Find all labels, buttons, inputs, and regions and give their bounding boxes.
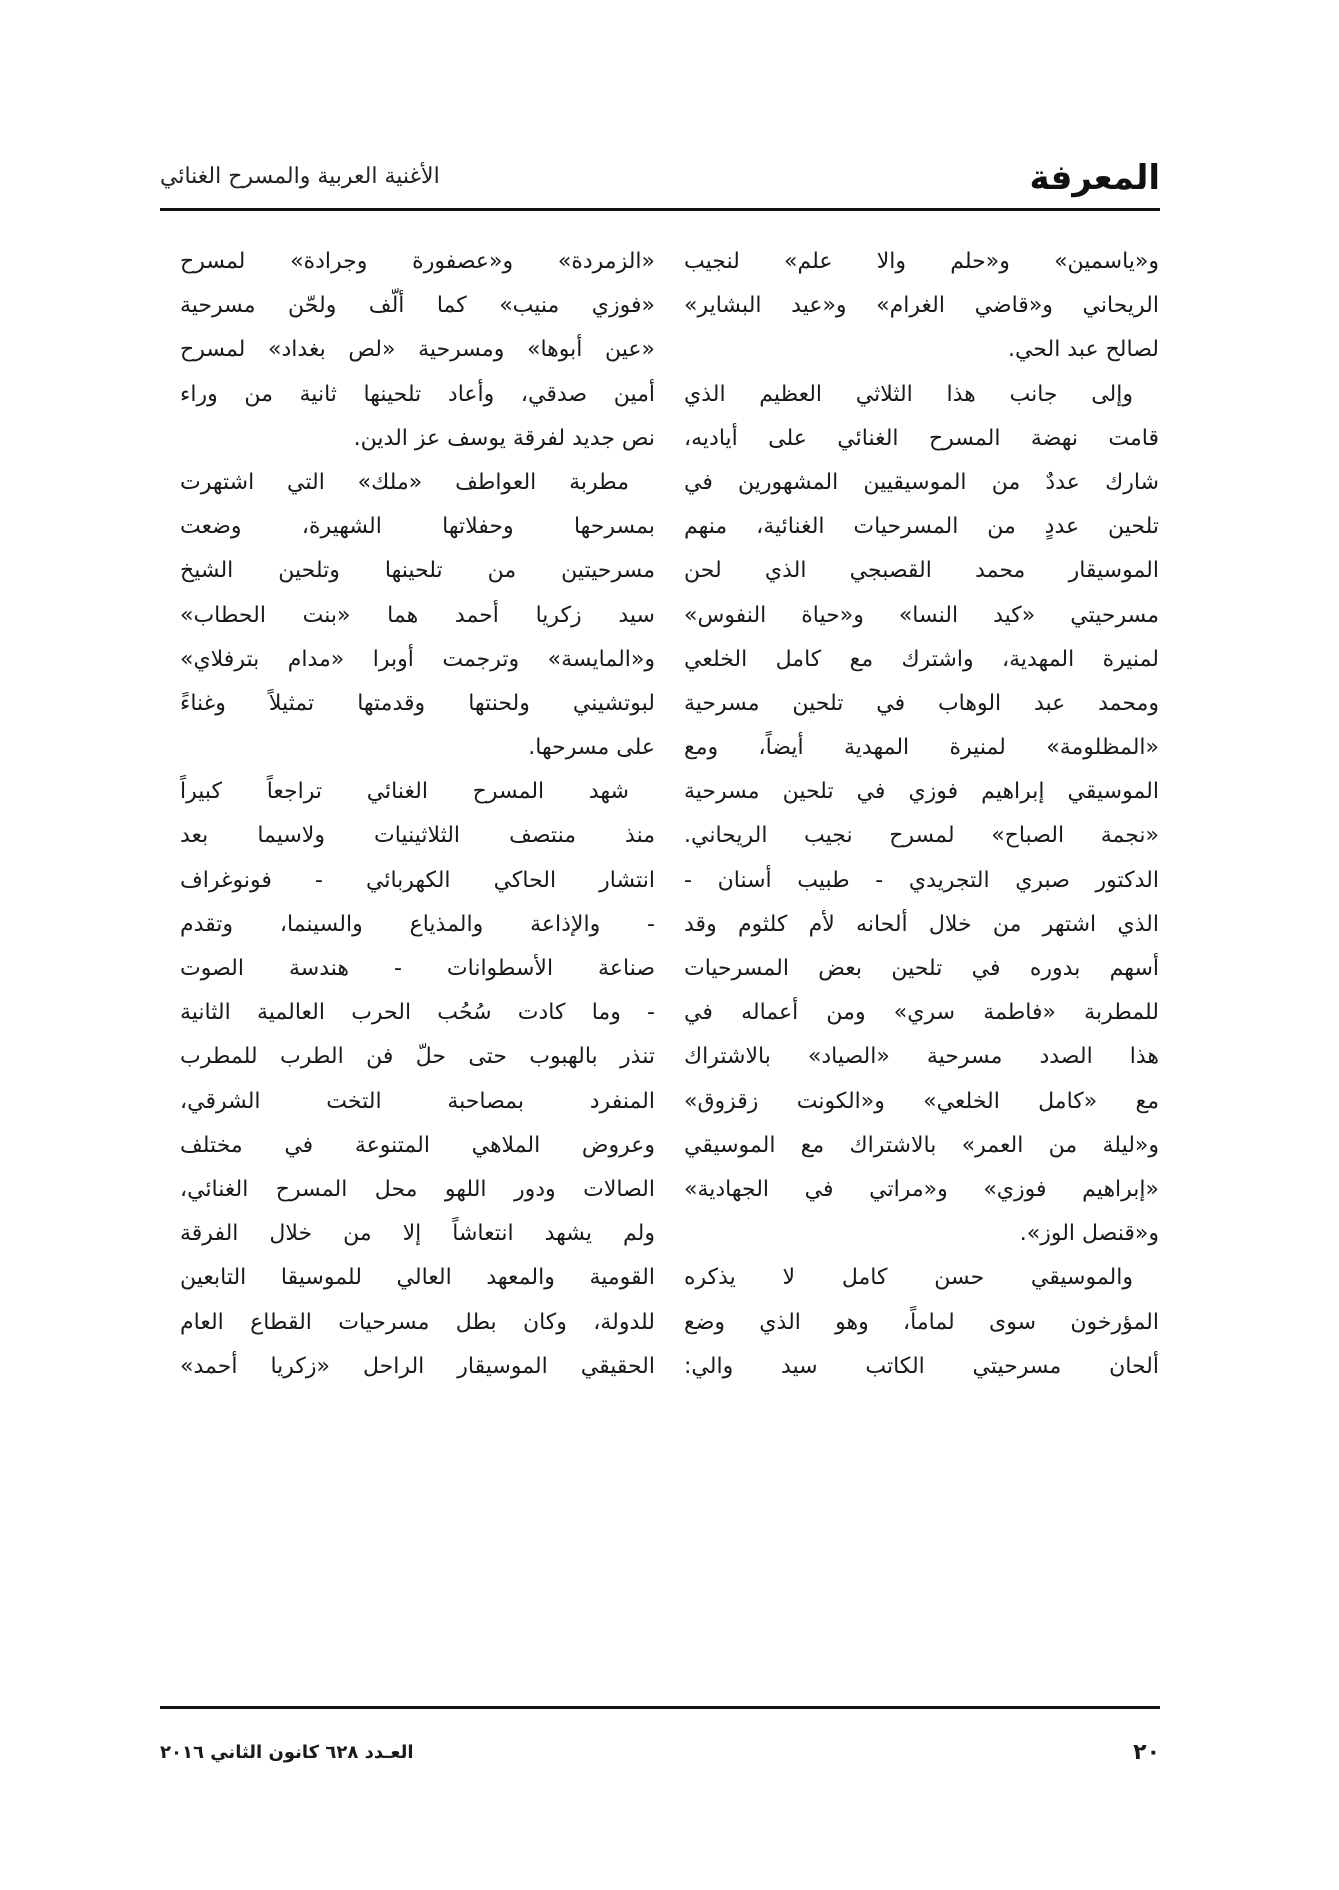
text-line: الصالات ودور اللهو محل المسرح الغنائي، [180, 1176, 655, 1202]
text-line: الدكتور صبري التجريدي - طبيب أسنان - [684, 867, 1159, 893]
text-line: الموسيقي إبراهيم فوزي في تلحين مسرحية [684, 779, 1159, 805]
text-line: بمسرحها وحفلاتها الشهيرة، وضعت [180, 514, 655, 540]
text-line: مسرحيتين من تلحينها وتلحين الشيخ [180, 558, 655, 584]
text-line: سيد زكريا أحمد هما «بنت الحطاب» [180, 602, 655, 628]
text-column-left [180, 240, 655, 1389]
text-line: وعروض الملاهي المتنوعة في مختلف [180, 1132, 655, 1158]
text-column-right [684, 240, 1159, 1389]
running-title: الأغنية العربية والمسرح الغنائي [160, 164, 440, 189]
page-header [160, 150, 1160, 206]
text-line: الحقيقي الموسيقار الراحل «زكريا أحمد» [180, 1353, 655, 1379]
page-number: ٢٠ [1133, 1740, 1160, 1765]
text-line: و«المايسة» وترجمت أوبرا «مدام بترفلاي» [180, 646, 655, 672]
text-line: الموسيقار محمد القصبجي الذي لحن [684, 558, 1159, 584]
text-line: المنفرد بمصاحبة التخت الشرقي، [180, 1088, 655, 1114]
text-line: قامت نهضة المسرح الغنائي على أياديه، [684, 425, 1159, 451]
text-line: الريحاني و«قاضي الغرام» و«عيد البشاير» [684, 293, 1159, 319]
text-line: «المظلومة» لمنيرة المهدية أيضاً، ومع [684, 735, 1159, 761]
text-line: «فوزي منيب» كما ألّف ولحّن مسرحية [180, 293, 655, 319]
text-line: «الزمردة» و«عصفورة وجرادة» لمسرح [180, 249, 655, 274]
magazine-logo: المعرفة [1029, 158, 1160, 198]
text-line: «نجمة الصباح» لمسرح نجيب الريحاني. [684, 823, 1159, 849]
text-line: منذ منتصف الثلاثينيات ولاسيما بعد [180, 823, 655, 849]
text-line: القومية والمعهد العالي للموسيقا التابعين [180, 1265, 655, 1291]
text-line: للمطربة «فاطمة سري» ومن أعماله في [684, 1000, 1159, 1026]
text-line: نص جديد لفرقة يوسف عز الدين. [353, 425, 655, 451]
text-line: مع «كامل الخلعي» و«الكونت زقزوق» [684, 1088, 1159, 1114]
text-line: هذا الصدد مسرحية «الصياد» بالاشتراك [684, 1044, 1159, 1070]
text-line: و«ياسمين» و«حلم والا علم» لنجيب [684, 249, 1159, 274]
text-line: والموسيقي حسن كامل لا يذكره [684, 1265, 1133, 1291]
text-line: شارك عددٌ من الموسيقيين المشهورين في [684, 469, 1159, 495]
text-line: تنذر بالهبوب حتى حلّ فن الطرب للمطرب [180, 1044, 655, 1070]
text-line: لصالح عبد الحي. [1007, 337, 1159, 363]
text-line: على مسرحها. [528, 735, 655, 761]
text-line: أسهم بدوره في تلحين بعض المسرحيات [684, 956, 1159, 981]
text-line: لمنيرة المهدية، واشترك مع كامل الخلعي [684, 646, 1159, 672]
text-line: أمين صدقي، وأعاد تلحينها ثانية من وراء [180, 381, 655, 407]
page-footer [160, 1740, 1160, 1770]
text-line: انتشار الحاكي الكهربائي - فونوغراف [180, 867, 655, 893]
text-line: شهد المسرح الغنائي تراجعاً كبيراً [180, 779, 629, 805]
text-line: لبوتشيني ولحنتها وقدمتها تمثيلاً وغناءً [180, 690, 655, 716]
text-line: وإلى جانب هذا الثلاثي العظيم الذي [684, 381, 1133, 407]
text-line: مطربة العواطف «ملك» التي اشتهرت [180, 469, 629, 495]
text-line: «عين أبوها» ومسرحية «لص بغداد» لمسرح [180, 337, 655, 363]
footer-rule [160, 1706, 1160, 1709]
text-line: تلحين عددٍ من المسرحيات الغنائية، منهم [684, 514, 1159, 540]
text-line: و«ليلة من العمر» بالاشتراك مع الموسيقي [684, 1132, 1159, 1158]
text-line: - والإذاعة والمذياع والسينما، وتقدم [180, 911, 655, 937]
text-line: مسرحيتي «كيد النسا» و«حياة النفوس» [684, 602, 1159, 628]
text-line: ألحان مسرحيتي الكاتب سيد والي: [684, 1353, 1159, 1379]
text-line: «إبراهيم فوزي» و«مراتي في الجهادية» [684, 1176, 1159, 1202]
text-line: - وما كادت سُحُب الحرب العالمية الثانية [180, 1000, 655, 1026]
issue-info: العـدد ٦٢٨ كانون الثاني ٢٠١٦ [160, 1742, 414, 1763]
text-line: للدولة، وكان بطل مسرحيات القطاع العام [180, 1309, 655, 1335]
text-line: صناعة الأسطوانات - هندسة الصوت [180, 956, 655, 981]
text-line: الذي اشتهر من خلال ألحانه لأم كلثوم وقد [684, 911, 1159, 937]
text-line: ومحمد عبد الوهاب في تلحين مسرحية [684, 690, 1159, 716]
text-line: المؤرخون سوى لماماً، وهو الذي وضع [684, 1309, 1159, 1335]
text-line: ولم يشهد انتعاشاً إلا من خلال الفرقة [180, 1221, 655, 1247]
text-line: و«قنصل الوز». [1019, 1221, 1159, 1247]
header-rule [160, 208, 1160, 211]
